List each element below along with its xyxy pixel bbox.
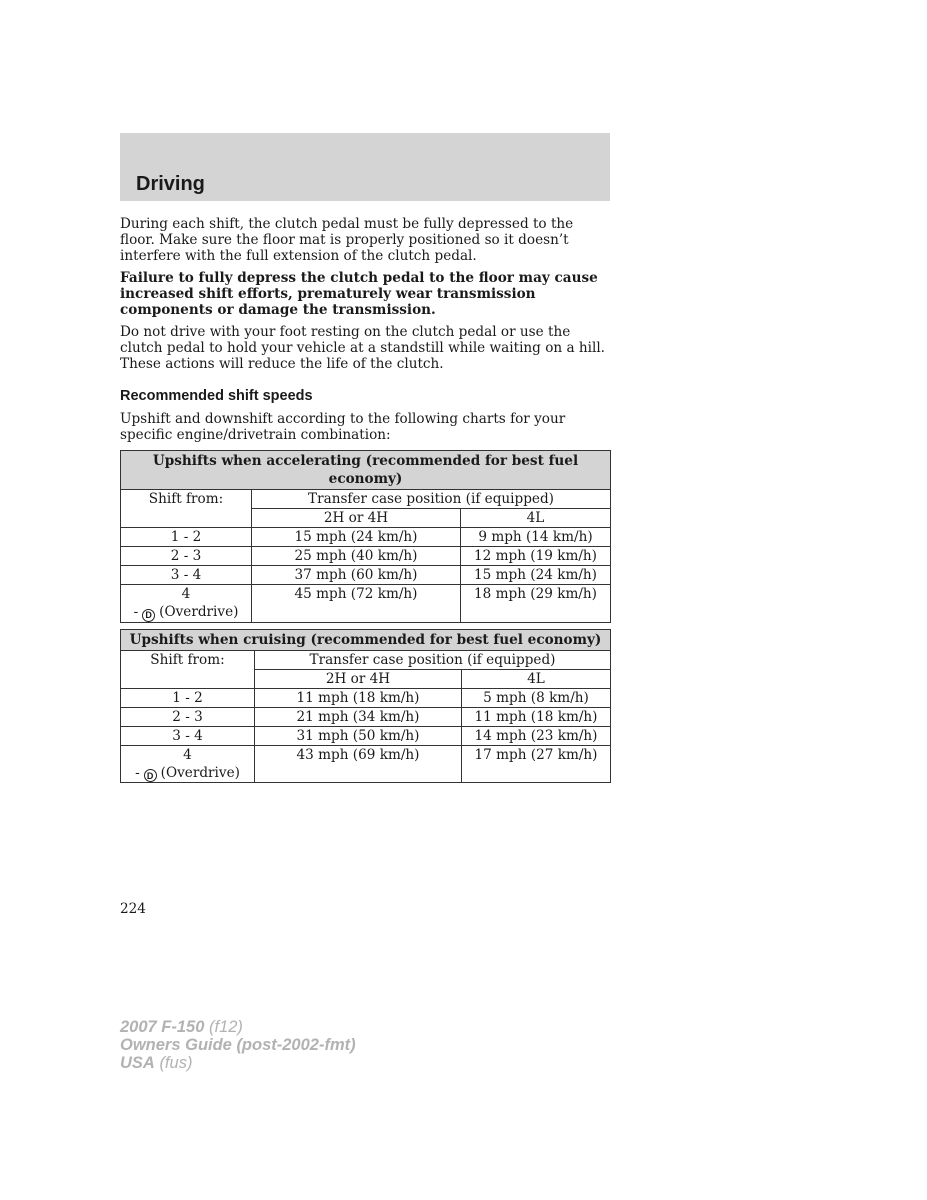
footer-line-model <box>120 1018 356 1036</box>
column-header-4l: 4L <box>462 669 611 688</box>
warning-paragraph: Failure to fully depress the clutch pedal to the floor may cause increased shift efforts, prematurely wear transmission components or damage the transmission. <box>120 270 598 318</box>
shift-dash: - <box>133 604 139 620</box>
overdrive-label: (Overdrive) <box>160 764 240 781</box>
section-title: Driving <box>136 173 205 195</box>
speed-cell-2h4h: 45 mph (72 km/h) <box>252 585 461 623</box>
speed-cell-4l: 12 mph (19 km/h) <box>461 547 611 566</box>
shift-from-header: Shift from: <box>121 650 255 688</box>
overdrive-label: (Overdrive) <box>159 604 239 620</box>
table-row <box>121 528 611 547</box>
shift-dash: - <box>135 764 140 781</box>
cruising-shift-table <box>120 629 611 784</box>
speed-cell-4l: 18 mph (29 km/h) <box>461 585 611 623</box>
footer-market: USA <box>120 1054 155 1072</box>
speed-cell-2h4h: 11 mph (18 km/h) <box>255 688 462 707</box>
speed-cell-2h4h: 15 mph (24 km/h) <box>252 528 461 547</box>
speed-cell-4l: 11 mph (18 km/h) <box>462 707 611 726</box>
speed-cell-2h4h: 25 mph (40 km/h) <box>252 547 461 566</box>
speed-cell-4l: 17 mph (27 km/h) <box>462 745 611 783</box>
accelerating-shift-table <box>120 450 611 623</box>
shift-cell: 2 - 3 <box>121 547 252 566</box>
column-header-2h-4h: 2H or 4H <box>252 509 461 528</box>
shift-cell: 2 - 3 <box>121 707 255 726</box>
document-footer <box>120 1018 356 1072</box>
speed-cell-4l: 5 mph (8 km/h) <box>462 688 611 707</box>
speed-cell-2h4h: 31 mph (50 km/h) <box>255 726 462 745</box>
shift-cell: 3 - 4 <box>121 566 252 585</box>
transfer-case-header: Transfer case position (if equipped) <box>255 650 611 669</box>
speed-cell-2h4h: 21 mph (34 km/h) <box>255 707 462 726</box>
table-row <box>121 688 611 707</box>
page-content <box>120 216 610 783</box>
overdrive-icon: D <box>144 769 157 782</box>
table-row <box>121 547 611 566</box>
paragraph-clutch-depress: During each shift, the clutch pedal must be fully depressed to the floor. Make sure the floor mat is properly positioned so it doesn’t interfere with the full extension of the clutch pedal. <box>120 216 574 264</box>
paragraph-clutch-rest: Do not drive with your foot resting on the clutch pedal or use the clutch pedal to hold your vehicle at a standstill while waiting on a hill. These actions will reduce the life of the clutch. <box>120 324 606 372</box>
speed-cell-2h4h: 37 mph (60 km/h) <box>252 566 461 585</box>
shift-cell: 1 - 2 <box>121 528 252 547</box>
subheading-shift-speeds: Recommended shift speeds <box>120 388 313 404</box>
speed-cell-4l: 15 mph (24 km/h) <box>461 566 611 585</box>
table-row <box>121 585 611 623</box>
transfer-case-header: Transfer case position (if equipped) <box>252 490 611 509</box>
speed-cell-4l: 9 mph (14 km/h) <box>461 528 611 547</box>
shift-cell: 1 - 2 <box>121 688 255 707</box>
column-header-2h-4h: 2H or 4H <box>255 669 462 688</box>
footer-market-code: (fus) <box>159 1054 193 1072</box>
table-caption: Upshifts when cruising (recommended for best fuel economy) <box>121 629 611 650</box>
page-number: 224 <box>120 901 146 917</box>
shift-number: 4 <box>181 586 191 602</box>
footer-model: 2007 F-150 <box>120 1018 205 1036</box>
shift-number: 4 <box>183 746 192 763</box>
table-row <box>121 726 611 745</box>
table-row <box>121 566 611 585</box>
footer-model-code: (f12) <box>209 1018 243 1036</box>
shift-cell-overdrive <box>121 585 252 623</box>
speed-cell-2h4h: 43 mph (69 km/h) <box>255 745 462 783</box>
footer-line-market <box>120 1054 356 1072</box>
footer-guide: Owners Guide (post-2002-fmt) <box>120 1036 356 1054</box>
shift-cell: 3 - 4 <box>121 726 255 745</box>
speed-cell-4l: 14 mph (23 km/h) <box>462 726 611 745</box>
table-row <box>121 745 611 783</box>
paragraph-charts-intro: Upshift and downshift according to the following charts for your specific engine/drivetrain combination: <box>120 411 566 443</box>
table-caption: Upshifts when accelerating (recommended for best fuel economy) <box>121 451 611 490</box>
table-row <box>121 707 611 726</box>
overdrive-icon: D <box>142 609 155 622</box>
shift-cell-overdrive <box>121 745 255 783</box>
column-header-4l: 4L <box>461 509 611 528</box>
shift-from-header: Shift from: <box>121 490 252 528</box>
